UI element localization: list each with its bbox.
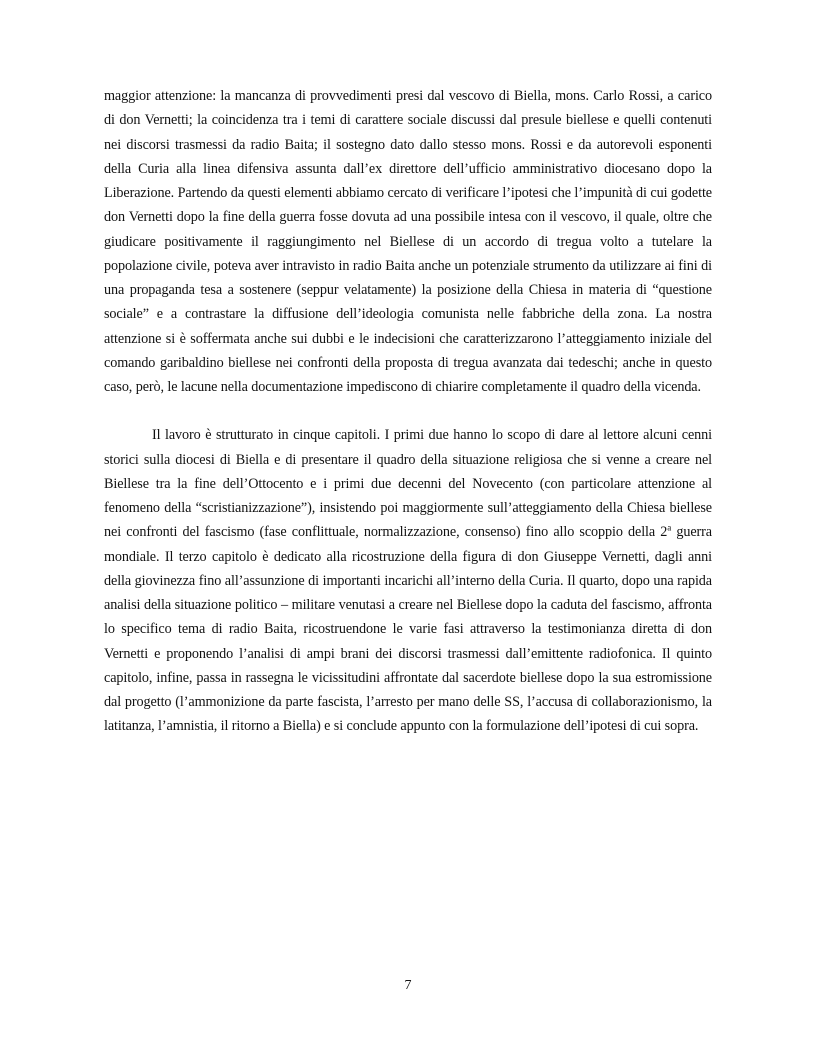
document-page bbox=[104, 84, 712, 739]
paragraph-2-text-start: Il lavoro è strutturato in cinque capitoli. I primi due hanno lo scopo di dare al lettore alcuni cenni storici sulla diocesi di Biella e di presentare il quadro della situazione religiosa che si venne a creare nel Biellese tra la fine dell’Ottocento e i primi due decenni del Novecento (con particolare attenzione al fenomeno della “scristianizzazione”), insistendo poi maggiormente sull’atteggiamento della Chiesa biellese nei confronti del fascismo (fase conflittuale, normalizzazione, consenso) fino allo scoppio della 2 bbox=[104, 427, 712, 541]
paragraph-2-text-end: guerra mondiale. Il terzo capitolo è dedicato alla ricostruzione della figura di don Giuseppe Vernetti, dagli anni della giovinezza fino all’assunzione di importanti incarichi all’interno della Curia. Il quarto, dopo una rapida analisi della situazione politico – militare venutasi a creare nel Biellese dopo la caduta del fascismo, affronta lo specifico tema di radio Baita, ricostruendone le varie fasi attraverso la testimonianza diretta di don Vernetti e proponendo l’analisi di ampi brani dei discorsi trasmessi dall’emittente radiofonica. Il quinto capitolo, infine, passa in rassegna le vicissitudini affrontate dal sacerdote biellese dopo la sua estromissione dal progetto (l’ammonizione da parte fascista, l’arresto per mano delle SS, l’accusa di collaborazionismo, la latitanza, l’amnistia, il ritorno a Biella) e si conclude appunto con la formulazione dell’ipotesi di cui sopra. bbox=[104, 524, 713, 735]
paragraph-1: maggior attenzione: la mancanza di provvedimenti presi dal vescovo di Biella, mons. Carlo Rossi, a carico di don Vernetti; la coincidenza tra i temi di carattere sociale discussi dal presule biellese e quelli contenuti nei discorsi trasmessi da radio Baita; il sostegno dato dallo stesso mons. Rossi e da autorevoli esponenti della Curia alla linea difensiva assunta dall’ex direttore dell’ufficio amministrativo diocesano dopo la Liberazione. Partendo da questi elementi abbiamo cercato di verificare l’ipotesi che l’impunità di cui godette don Vernetti dopo la fine della guerra fosse dovuta ad una possibile intesa con il vescovo, il quale, oltre che giudicare positivamente il raggiungimento nel Biellese di un accordo di tregua volto a tutelare la popolazione civile, poteva aver intravisto in radio Baita anche un potenziale strumento da utilizzare ai fini di una propaganda tesa a sostenere (seppur velatamente) la posizione della Chiesa in materia di “questione sociale” e a contrastare la diffusione dell’ideologia comunista nelle fabbriche della zona. La nostra attenzione si è soffermata anche sui dubbi e le indecisioni che caratterizzarono l’atteggiamento iniziale del comando garibaldino biellese nei confronti della proposta di tregua avanzata dai tedeschi; anche in questo caso, però, le lacune nella documentazione impediscono di chiarire completamente il quadro della vicenda. bbox=[104, 88, 712, 395]
page-number: 7 bbox=[404, 978, 412, 993]
ordinal-superscript: a bbox=[667, 522, 672, 533]
paragraph-2 bbox=[104, 423, 712, 738]
